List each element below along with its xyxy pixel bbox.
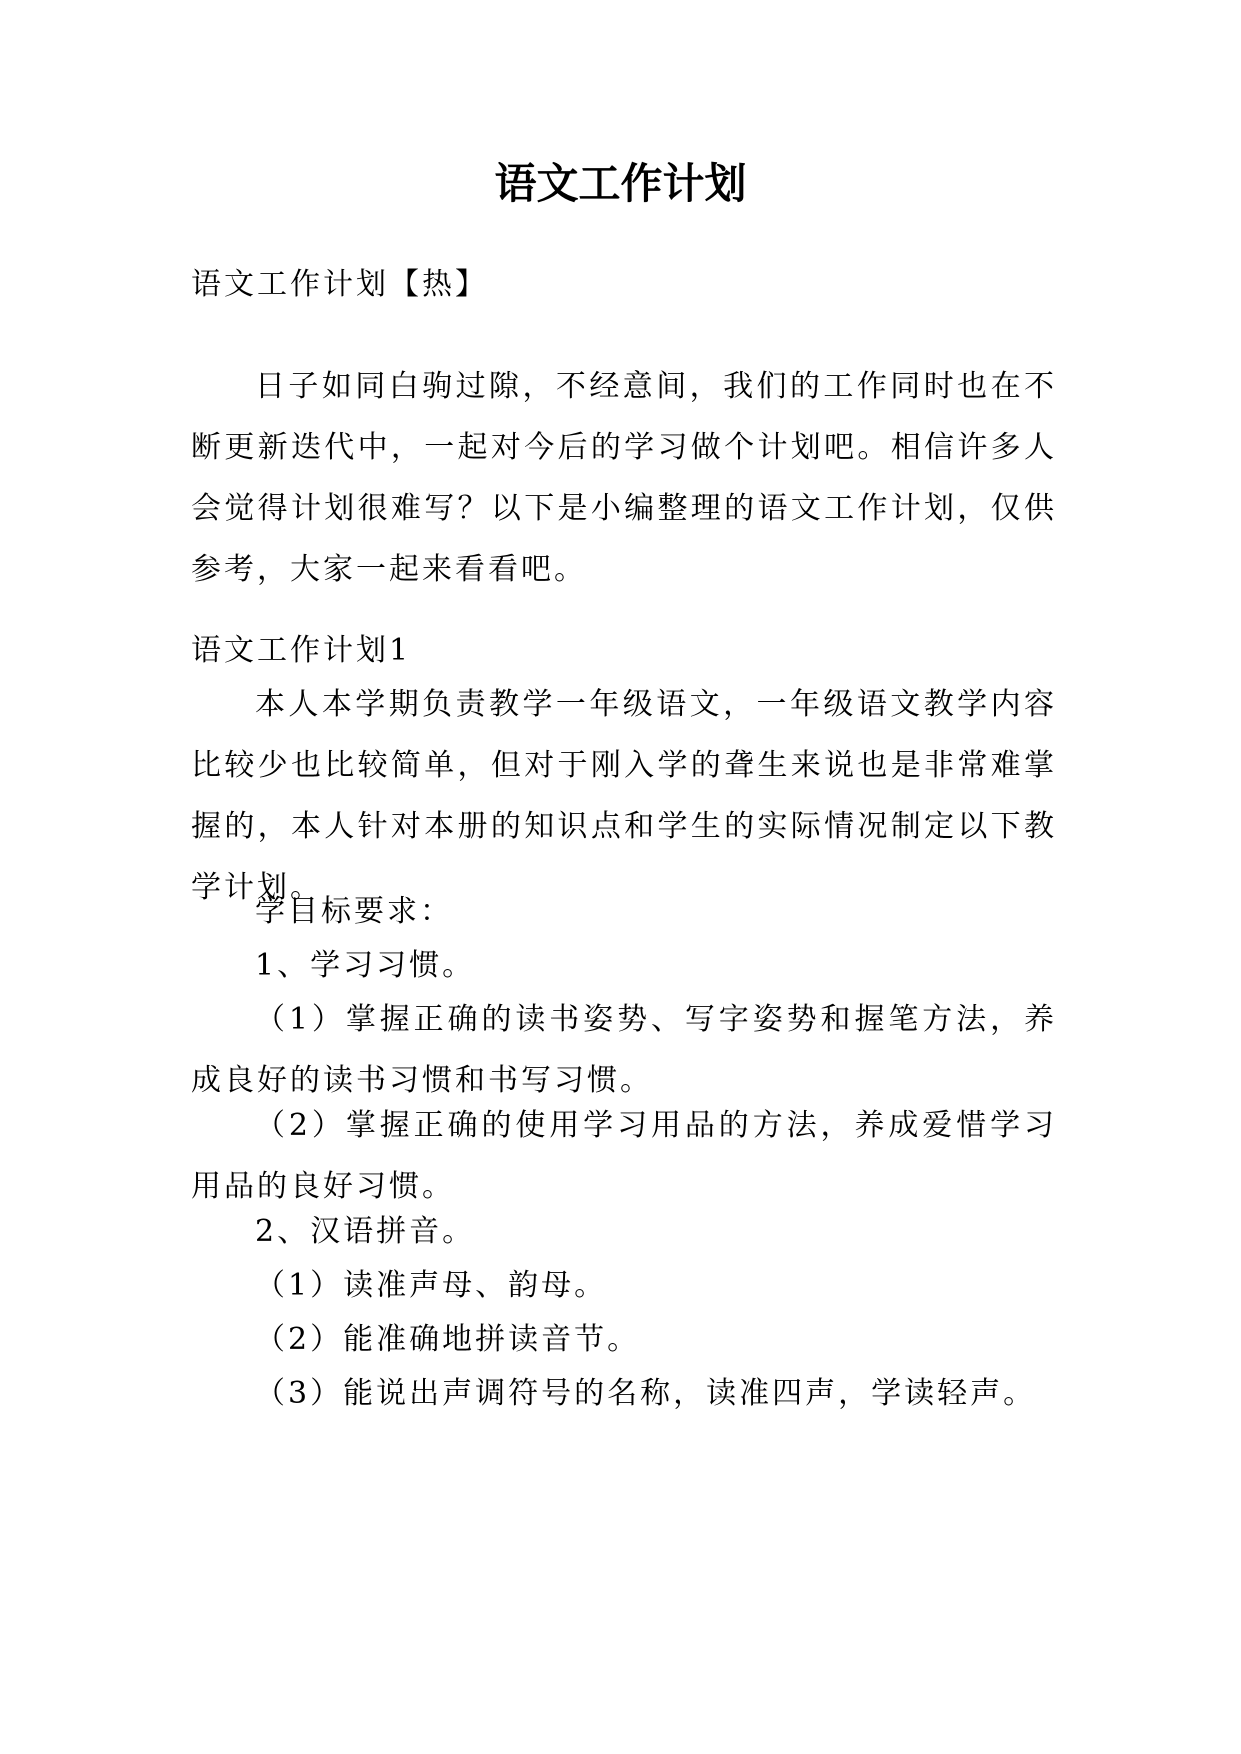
- document-subtitle: 语文工作计划【热】: [191, 267, 488, 302]
- list-item-2-3: （3）能说出声调符号的名称，读准四声，学读轻声。: [255, 1376, 1037, 1411]
- list-item-2: 2、汉语拼音。: [255, 1214, 476, 1249]
- list-item-2-1: （1）读准声母、韵母。: [255, 1268, 608, 1303]
- list-item-1-2: （2）掌握正确的使用学习用品的方法，养成爱惜学习用品的良好习惯。: [191, 1108, 1057, 1204]
- goals-heading: 学目标要求：: [255, 894, 453, 929]
- list-item-1-1: （1）掌握正确的读书姿势、写字姿势和握笔方法，养成良好的读书习惯和书写习惯。: [191, 1002, 1057, 1098]
- list-item-2-2: （2）能准确地拼读音节。: [255, 1322, 641, 1357]
- intro-paragraph: 日子如同白驹过隙，不经意间，我们的工作同时也在不断更新迭代中，一起对今后的学习做个计划吧。相信许多人会觉得计划很难写？以下是小编整理的语文工作计划，仅供参考，大家一起来看看吧。: [191, 369, 1057, 587]
- section-heading: 语文工作计划1: [191, 633, 412, 668]
- list-item-1: 1、学习习惯。: [255, 948, 476, 983]
- document-title: 语文工作计划: [494, 159, 747, 208]
- section-intro-paragraph: 本人本学期负责教学一年级语文，一年级语文教学内容比较少也比较简单，但对于刚入学的聋生来说也是非常难掌握的，本人针对本册的知识点和学生的实际情况制定以下教学计划。: [191, 687, 1057, 905]
